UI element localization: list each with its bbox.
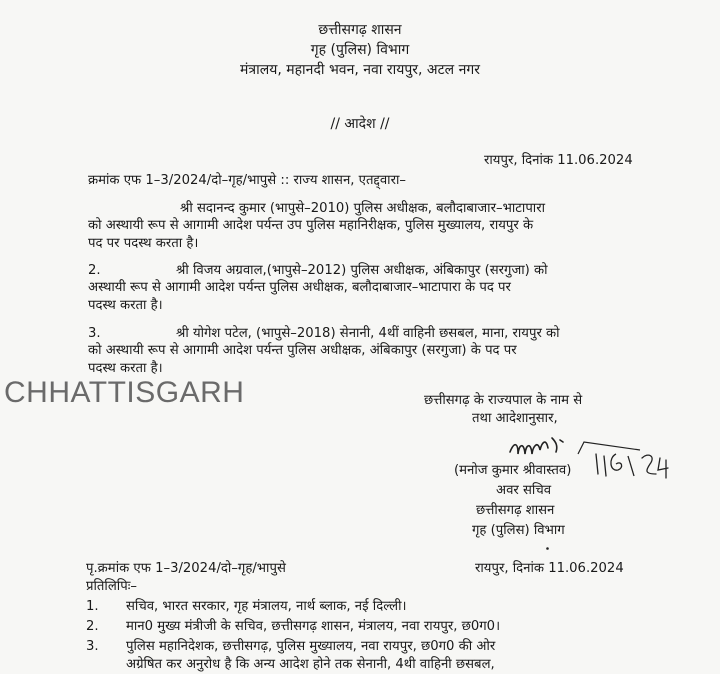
authority-line-2: तथा आदेशानुसार, xyxy=(472,411,558,426)
list-item-text: पुलिस महानिदेशक, छत्तीसगढ़, पुलिस मुख्यालय, नवा रायपुर, छ0ग0 की ओर xyxy=(126,639,496,654)
header-address: मंत्रालय, महानदी भवन, नवा रायपुर, अटल नगर xyxy=(240,62,480,78)
list-item-text: मान0 मुख्य मंत्रीजी के सचिव, छत्तीसगढ़ शासन, मंत्रालय, नवा रायपुर, छ0ग0। xyxy=(126,619,501,634)
order-date: रायपुर, दिनांक 11.06.2024 xyxy=(484,153,633,168)
endorsement-reference: पृ.क्रमांक एफ 1–3/2024/दो–गृह/भापुसे xyxy=(86,561,286,576)
paragraph-line: श्री सदानन्द कुमार (भापुसे–2010) पुलिस अधीक्षक, बलौदाबाजार–भाटापारा xyxy=(180,201,546,216)
signatory-name: (मनोज कुमार श्रीवास्तव) xyxy=(454,463,572,478)
paragraph-line: पदस्थ करता है। xyxy=(88,360,163,376)
paragraph-line: को अस्थायी रूप से आगामी आदेश पर्यन्त पुलिस अधीक्षक, अंबिकापुर (सरगुजा) के पद पर xyxy=(88,343,517,359)
list-item-number: 2. xyxy=(86,619,99,634)
order-reference: क्रमांक एफ 1–3/2024/दो–गृह/भापुसे :: राज्य शासन, एतद्द्वारा– xyxy=(88,173,407,188)
paragraph-line: अस्थायी रूप से आगामी आदेश पर्यन्त पुलिस अधीक्षक, बलौदाबाजार–भाटापारा के पद पर xyxy=(88,280,511,296)
watermark-text: CHHATTISGARH xyxy=(4,376,245,409)
order-title: // आदेश // xyxy=(330,116,390,132)
paragraph-line: पद पर पदस्थ करता है। xyxy=(88,235,199,251)
paragraph-number: 3. xyxy=(88,326,101,341)
paragraph-line: श्री विजय अग्रवाल,(भापुसे–2012) पुलिस अधीक्षक, अंबिकापुर (सरगुजा) को xyxy=(176,263,548,278)
mark-dot xyxy=(545,546,550,551)
signatory-government: छत्तीसगढ़ शासन xyxy=(476,503,555,518)
header-government: छत्तीसगढ़ शासन xyxy=(318,22,402,38)
header-department: गृह (पुलिस) विभाग xyxy=(310,42,410,58)
endorsement-date: रायपुर, दिनांक 11.06.2024 xyxy=(475,561,624,576)
authority-line-1: छत्तीसगढ़ के राज्यपाल के नाम से xyxy=(424,393,583,408)
paragraph-3 xyxy=(88,325,648,377)
paragraph-line: पदस्थ करता है। xyxy=(88,297,163,313)
paragraph-line: को अस्थायी रूप से आगामी आदेश पर्यन्त उप पुलिस महानिरीक्षक, पुलिस मुख्यालय, रायपुर के xyxy=(88,218,534,234)
copy-to-label: प्रतिलिपिः– xyxy=(86,579,137,594)
paragraph-2 xyxy=(88,262,648,314)
signatory-department: गृह (पुलिस) विभाग xyxy=(472,523,565,538)
list-item-continuation: अग्रेषित कर अनुरोध है कि अन्य आदेश होने तक सेनानी, 4थी वाहिनी छसबल, xyxy=(126,657,495,672)
paragraph-line: श्री योगेश पटेल, (भापुसे–2018) सेनानी, 4थीं वाहिनी छसबल, माना, रायपुर को xyxy=(176,326,560,341)
signatory-designation: अवर सचिव xyxy=(496,483,552,498)
paragraph-number: 2. xyxy=(88,263,101,278)
list-item-number: 3. xyxy=(86,639,99,654)
paragraph-1 xyxy=(88,200,648,252)
list-item xyxy=(86,638,686,656)
list-item-text: सचिव, भारत सरकार, गृह मंत्रालय, नार्थ ब्लाक, नई दिल्ली। xyxy=(126,599,407,614)
list-item-number: 1. xyxy=(86,599,99,614)
list-item xyxy=(86,598,686,616)
list-item xyxy=(86,618,686,636)
